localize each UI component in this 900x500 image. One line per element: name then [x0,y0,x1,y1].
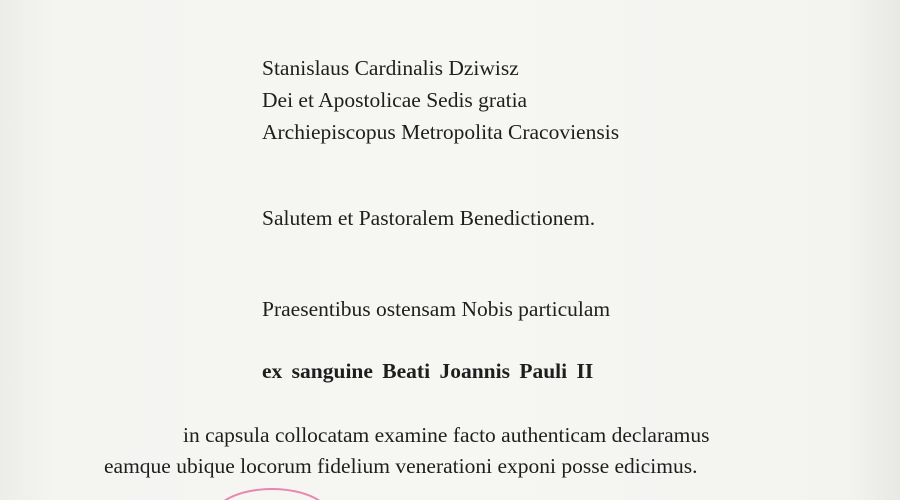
intro-line: Praesentibus ostensam Nobis particulam [262,297,611,321]
relic-title: ex sanguine Beati Joannis Pauli II [262,359,594,383]
declaration-line-1: in capsula collocatam examine facto authenticam declaramus [183,423,710,447]
greeting-line: Salutem et Pastoralem Benedictionem. [262,206,596,230]
declaration-line-2: eamque ubique locorum fidelium venerationi exponi posse edicimus. [104,454,698,478]
issuer-name: Stanislaus Cardinalis Dziwisz [262,56,519,80]
issuer-title: Archiepiscopus Metropolita Cracoviensis [262,120,620,144]
issuer-grace-line: Dei et Apostolicae Sedis gratia [262,88,528,112]
red-seal-stamp [212,488,332,500]
